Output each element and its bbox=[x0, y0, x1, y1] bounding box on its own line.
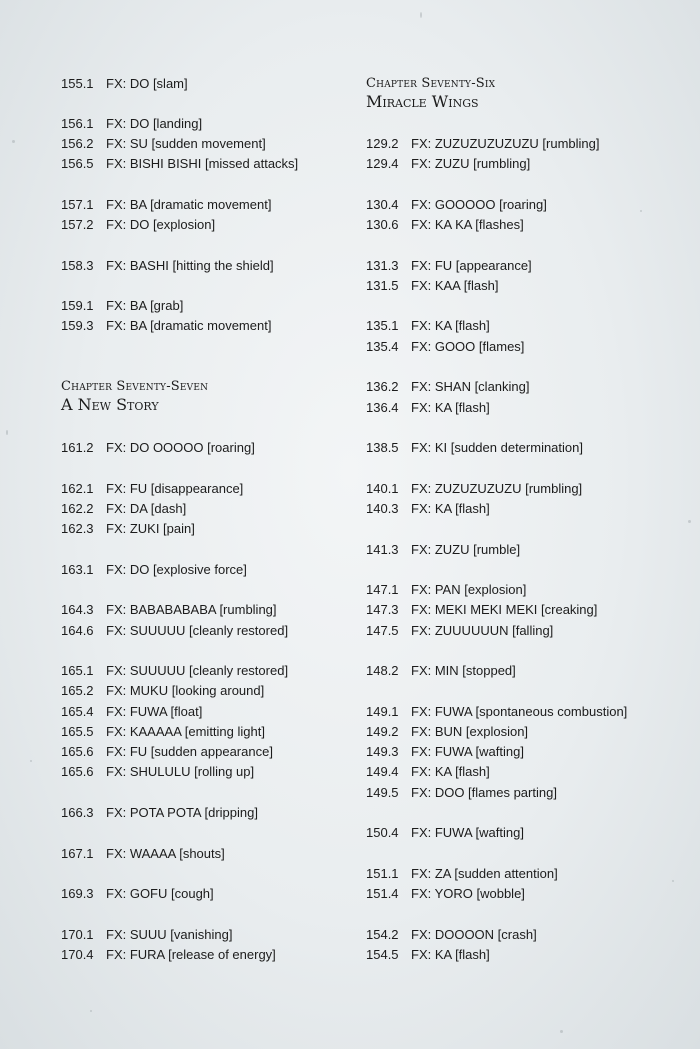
fx-entry bbox=[366, 154, 530, 174]
fx-entry bbox=[61, 661, 288, 681]
fx-entry bbox=[61, 195, 271, 215]
fx-text: FX: POTA POTA [dripping] bbox=[106, 805, 258, 820]
fx-text: FX: DO OOOOO [roaring] bbox=[106, 440, 255, 455]
fx-text: FX: FU [sudden appearance] bbox=[106, 744, 273, 759]
fx-text: FX: KA [flash] bbox=[411, 764, 490, 779]
fx-entry bbox=[366, 722, 528, 742]
page-number: 162.3 bbox=[61, 521, 94, 536]
fx-entry bbox=[366, 256, 532, 276]
page-number: 158.3 bbox=[61, 258, 94, 273]
fx-entry bbox=[366, 398, 490, 418]
page-number: 135.4 bbox=[366, 339, 399, 354]
fx-entry bbox=[61, 621, 288, 641]
fx-text: FX: FUWA [wafting] bbox=[411, 825, 524, 840]
page-number: 129.2 bbox=[366, 136, 399, 151]
page-number: 165.2 bbox=[61, 683, 94, 698]
fx-text: FX: ZUKI [pain] bbox=[106, 521, 195, 536]
fx-text: FX: BUN [explosion] bbox=[411, 724, 529, 739]
fx-entry bbox=[61, 316, 271, 336]
page-number: 165.1 bbox=[61, 663, 94, 678]
fx-text: FX: YORO [wobble] bbox=[411, 886, 525, 901]
fx-text: FX: FU [appearance] bbox=[411, 258, 532, 273]
page-number: 154.5 bbox=[366, 947, 399, 962]
fx-text: FX: SHAN [clanking] bbox=[411, 379, 530, 394]
fx-text: FX: BA [dramatic movement] bbox=[106, 318, 272, 333]
page-number: 169.3 bbox=[61, 886, 94, 901]
fx-text: FX: KAAAAA [emitting light] bbox=[106, 724, 265, 739]
fx-entry bbox=[366, 783, 557, 803]
fx-entry bbox=[366, 823, 524, 843]
fx-entry bbox=[61, 499, 186, 519]
page-number: 138.5 bbox=[366, 440, 399, 455]
fx-text: FX: FU [disappearance] bbox=[106, 481, 244, 496]
page-number: 131.5 bbox=[366, 278, 399, 293]
page-number: 148.2 bbox=[366, 663, 399, 678]
fx-text: FX: MIN [stopped] bbox=[411, 663, 516, 678]
page-number: 149.2 bbox=[366, 724, 399, 739]
fx-entry bbox=[366, 742, 524, 762]
page-number: 136.2 bbox=[366, 379, 399, 394]
fx-text: FX: KI [sudden determination] bbox=[411, 440, 583, 455]
page-number: 136.4 bbox=[366, 400, 399, 415]
page-number: 140.1 bbox=[366, 481, 399, 496]
fx-text: FX: SUUU [vanishing] bbox=[106, 927, 233, 942]
fx-text: FX: SUUUUU [cleanly restored] bbox=[106, 663, 289, 678]
fx-text: FX: FUWA [float] bbox=[106, 704, 203, 719]
chapter-label: Chapter Seventy-Seven bbox=[61, 379, 209, 394]
fx-text: FX: FUWA [wafting] bbox=[411, 744, 524, 759]
fx-entry bbox=[61, 681, 264, 701]
fx-entry bbox=[366, 540, 520, 560]
fx-entry bbox=[61, 74, 188, 94]
page-number: 162.2 bbox=[61, 501, 94, 516]
page-number: 156.1 bbox=[61, 116, 94, 131]
fx-entry bbox=[366, 945, 490, 965]
page-number: 130.6 bbox=[366, 217, 399, 232]
fx-entry bbox=[61, 600, 277, 620]
page-number: 129.4 bbox=[366, 156, 399, 171]
fx-text: FX: PAN [explosion] bbox=[411, 582, 527, 597]
fx-entry bbox=[61, 154, 298, 174]
page-number: 149.4 bbox=[366, 764, 399, 779]
fx-text: FX: KA [flash] bbox=[411, 947, 490, 962]
fx-entry bbox=[366, 377, 530, 397]
fx-text: FX: BA [dramatic movement] bbox=[106, 197, 272, 212]
fx-text: FX: FUWA [spontaneous combustion] bbox=[411, 704, 628, 719]
page-number: 135.1 bbox=[366, 318, 399, 333]
page-number: 166.3 bbox=[61, 805, 94, 820]
fx-text: FX: ZUZUZUZUZU [rumbling] bbox=[411, 481, 583, 496]
fx-entry bbox=[366, 134, 600, 154]
page-number: 149.3 bbox=[366, 744, 399, 759]
fx-text: FX: MEKI MEKI MEKI [creaking] bbox=[411, 602, 598, 617]
fx-entry bbox=[61, 256, 274, 276]
fx-text: FX: SU [sudden movement] bbox=[106, 136, 266, 151]
fx-entry bbox=[366, 600, 597, 620]
page-number: 155.1 bbox=[61, 76, 94, 91]
fx-text: FX: ZUUUUUUN [falling] bbox=[411, 623, 554, 638]
fx-text: FX: DOOOON [crash] bbox=[411, 927, 537, 942]
fx-entry bbox=[61, 945, 276, 965]
page-number: 147.1 bbox=[366, 582, 399, 597]
fx-text: FX: KA KA [flashes] bbox=[411, 217, 524, 232]
page-number: 159.3 bbox=[61, 318, 94, 333]
page-number: 162.1 bbox=[61, 481, 94, 496]
fx-entry bbox=[61, 844, 225, 864]
chapter-heading bbox=[366, 76, 495, 112]
page-number: 156.5 bbox=[61, 156, 94, 171]
fx-entry bbox=[366, 337, 524, 357]
fx-entry bbox=[61, 722, 265, 742]
fx-entry bbox=[366, 864, 558, 884]
page-number: 163.1 bbox=[61, 562, 94, 577]
page-number: 159.1 bbox=[61, 298, 94, 313]
fx-entry bbox=[61, 925, 232, 945]
fx-entry bbox=[61, 762, 254, 782]
fx-entry bbox=[61, 803, 258, 823]
page-number: 157.1 bbox=[61, 197, 94, 212]
page-number: 164.3 bbox=[61, 602, 94, 617]
fx-entry bbox=[61, 519, 195, 539]
page-number: 156.2 bbox=[61, 136, 94, 151]
page-number: 165.6 bbox=[61, 744, 94, 759]
fx-entry bbox=[366, 702, 627, 722]
page-number: 165.4 bbox=[61, 704, 94, 719]
fx-entry bbox=[366, 884, 525, 904]
page-number: 170.1 bbox=[61, 927, 94, 942]
fx-text: FX: KAA [flash] bbox=[411, 278, 499, 293]
fx-text: FX: BASHI [hitting the shield] bbox=[106, 258, 274, 273]
fx-text: FX: GOFU [cough] bbox=[106, 886, 214, 901]
page-number: 131.3 bbox=[366, 258, 399, 273]
fx-text: FX: SHULULU [rolling up] bbox=[106, 764, 255, 779]
fx-text: FX: GOOOOO [roaring] bbox=[411, 197, 547, 212]
page-number: 167.1 bbox=[61, 846, 94, 861]
fx-entry bbox=[366, 925, 537, 945]
fx-entry bbox=[366, 661, 516, 681]
page-number: 130.4 bbox=[366, 197, 399, 212]
fx-text: FX: DOO [flames parting] bbox=[411, 785, 557, 800]
fx-text: FX: MUKU [looking around] bbox=[106, 683, 265, 698]
fx-text: FX: ZUZU [rumble] bbox=[411, 542, 521, 557]
fx-text: FX: DO [landing] bbox=[106, 116, 203, 131]
fx-text: FX: KA [flash] bbox=[411, 318, 490, 333]
page-number: 165.6 bbox=[61, 764, 94, 779]
fx-text: FX: KA [flash] bbox=[411, 400, 490, 415]
page-number: 151.1 bbox=[366, 866, 399, 881]
chapter-label: Chapter Seventy-Six bbox=[366, 76, 496, 91]
page-number: 150.4 bbox=[366, 825, 399, 840]
page-number: 161.2 bbox=[61, 440, 94, 455]
fx-entry bbox=[61, 114, 202, 134]
fx-entry bbox=[61, 296, 183, 316]
fx-entry bbox=[61, 560, 247, 580]
fx-entry bbox=[366, 479, 582, 499]
fx-text: FX: KA [flash] bbox=[411, 501, 490, 516]
page-number: 165.5 bbox=[61, 724, 94, 739]
page-number: 147.3 bbox=[366, 602, 399, 617]
fx-entry bbox=[366, 580, 526, 600]
fx-entry bbox=[366, 762, 490, 782]
fx-entry bbox=[366, 276, 498, 296]
fx-entry bbox=[61, 215, 215, 235]
fx-text: FX: ZUZUZUZUZUZU [rumbling] bbox=[411, 136, 600, 151]
fx-text: FX: ZUZU [rumbling] bbox=[411, 156, 531, 171]
fx-text: FX: BA [grab] bbox=[106, 298, 184, 313]
page-number: 154.2 bbox=[366, 927, 399, 942]
fx-text: FX: GOOO [flames] bbox=[411, 339, 525, 354]
fx-text: FX: SUUUUU [cleanly restored] bbox=[106, 623, 289, 638]
page-number: 149.1 bbox=[366, 704, 399, 719]
fx-entry bbox=[61, 479, 243, 499]
fx-entry bbox=[61, 134, 266, 154]
fx-text: FX: DO [explosion] bbox=[106, 217, 216, 232]
fx-entry bbox=[61, 702, 202, 722]
fx-text: FX: BISHI BISHI [missed attacks] bbox=[106, 156, 299, 171]
fx-entry bbox=[61, 742, 273, 762]
fx-text: FX: DO [explosive force] bbox=[106, 562, 247, 577]
fx-text: FX: DO [slam] bbox=[106, 76, 188, 91]
chapter-title: Miracle Wings bbox=[366, 92, 479, 111]
page-number: 157.2 bbox=[61, 217, 94, 232]
fx-entry bbox=[366, 316, 490, 336]
page-number: 140.3 bbox=[366, 501, 399, 516]
fx-entry bbox=[61, 884, 214, 904]
fx-text: FX: BABABABABA [rumbling] bbox=[106, 602, 277, 617]
fx-entry bbox=[366, 438, 583, 458]
fx-entry bbox=[366, 195, 547, 215]
page-number: 149.5 bbox=[366, 785, 399, 800]
fx-entry bbox=[366, 499, 490, 519]
page-number: 151.4 bbox=[366, 886, 399, 901]
page-number: 164.6 bbox=[61, 623, 94, 638]
fx-entry bbox=[366, 215, 524, 235]
page-number: 147.5 bbox=[366, 623, 399, 638]
chapter-title: A New Story bbox=[61, 395, 159, 414]
fx-text: FX: FURA [release of energy] bbox=[106, 947, 276, 962]
fx-text: FX: WAAAA [shouts] bbox=[106, 846, 225, 861]
fx-text: FX: ZA [sudden attention] bbox=[411, 866, 558, 881]
fx-entry bbox=[366, 621, 553, 641]
fx-entry bbox=[61, 438, 255, 458]
fx-text: FX: DA [dash] bbox=[106, 501, 187, 516]
page-number: 141.3 bbox=[366, 542, 399, 557]
page-number: 170.4 bbox=[61, 947, 94, 962]
chapter-heading bbox=[61, 379, 208, 415]
